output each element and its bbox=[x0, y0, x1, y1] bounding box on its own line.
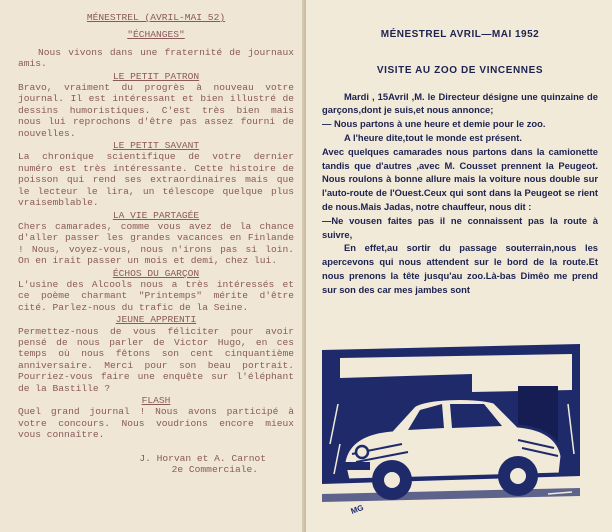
signature: J. Horvan et A. Carnot bbox=[139, 452, 266, 464]
section-heading: LE PETIT PATRON bbox=[112, 70, 200, 82]
section-text: La chronique scientifique de votre dernier numéro est très intéressante. Cette histoire de poisson qui rend ses extraordinaires mais que le lecteur le lira, un télescope quelque plus vraisemblable. bbox=[18, 151, 294, 209]
print-initials: MG bbox=[349, 503, 365, 516]
section-text: Permettez-nous de vous féliciter pour avoir pensé de nous parler de Victor Hugo, en ces temps où nous fêtons son cent cinquantième anniversaire. Merci pour son beau portrait. Pourriez-vous faire une enquête sur l'éléphant de la Bastille ? bbox=[18, 325, 294, 394]
right-page-header: MÉNESTREL AVRIL—MAI 1952 bbox=[380, 29, 540, 40]
exchange-section bbox=[18, 395, 294, 441]
section-heading: FLASH bbox=[141, 395, 171, 406]
exchange-section bbox=[18, 268, 294, 314]
article-paragraph: Avec quelques camarades nous partons dans la camionette tandis que d'autres ,avec M. Cousset prennent la Peugeot. Nous roulons à bonne allure mais la voiture nous double sur l'auto-route de l'Ouest.Ceux qui sont dans la Peugeot se rient de nous.Mais Jadas, notre chauffeur, nous dit : bbox=[322, 145, 598, 212]
article-paragraph: —Ne vousen faites pas il ne connaissent pas la route à suivre, bbox=[322, 214, 598, 240]
section-text: Chers camarades, comme vous avez de la chance d'aller passer les grandes vacances en Finlande ! Nous, voyez-vous, nous n'irons pas si loin. On en irait passer un mois et demi, chez lui. bbox=[18, 220, 294, 267]
exchange-section bbox=[18, 71, 294, 139]
car-illustration bbox=[322, 344, 580, 520]
section-heading: JEUNE APPRENTI bbox=[115, 314, 197, 326]
article-paragraph: Mardi , 15Avril ,M. le Directeur désigne une quinzaine de garçons,dont je suis,et nous annonce; bbox=[322, 90, 598, 116]
section-heading: LE PETIT SAVANT bbox=[112, 140, 200, 152]
exchange-section bbox=[18, 210, 294, 267]
article-paragraph: A l'heure dite,tout le monde est présent. bbox=[344, 131, 522, 143]
article-paragraph: En effet,au sortir du passage souterrain,nous les apercevons qui nous attendent sur le bord de la route.Et nous prenons la tête jusqu'au zoo.Là-bas Dimêo me prend sur son des car mes jambes sont bbox=[322, 242, 598, 295]
article-title: VISITE AU ZOO DE VINCENNES bbox=[376, 64, 544, 76]
left-page-title: "ÉCHANGES" bbox=[127, 29, 185, 41]
section-heading: LA VIE PARTAGÉE bbox=[112, 209, 200, 221]
article-paragraph: — Nous partons à une heure et demie pour le zoo. bbox=[322, 118, 546, 130]
exchange-section bbox=[18, 314, 294, 394]
class-name: 2e Commerciale. bbox=[171, 464, 258, 476]
left-page-header: MÉNESTREL (AVRIL-MAI 52) bbox=[86, 12, 226, 23]
car-linocut-print bbox=[322, 344, 580, 520]
section-text: Bravo, vraiment du progrès à nouveau votre journal. Il est intéressant et bien illustré de dessins humoristiques. C'est très bien mais nous lui reprochons d'être pas assez fourni de nouvelles. bbox=[18, 82, 294, 139]
exchange-section bbox=[18, 140, 294, 208]
section-text: L'usine des Alcools nous a très intéressés et ce poème charmant "Printemps" mérite d'être cité. Parlez-nous du trafic de la Seine. bbox=[18, 278, 294, 313]
left-intro: Nous vivons dans une fraternité de journaux amis. bbox=[18, 46, 294, 70]
signature-block bbox=[18, 453, 294, 476]
section-text: Quel grand journal ! Nous avons participé à votre concours. Nous voudrions encore mieux vous connaître. bbox=[18, 406, 294, 441]
section-heading: ÉCHOS DU GARÇON bbox=[112, 267, 200, 279]
